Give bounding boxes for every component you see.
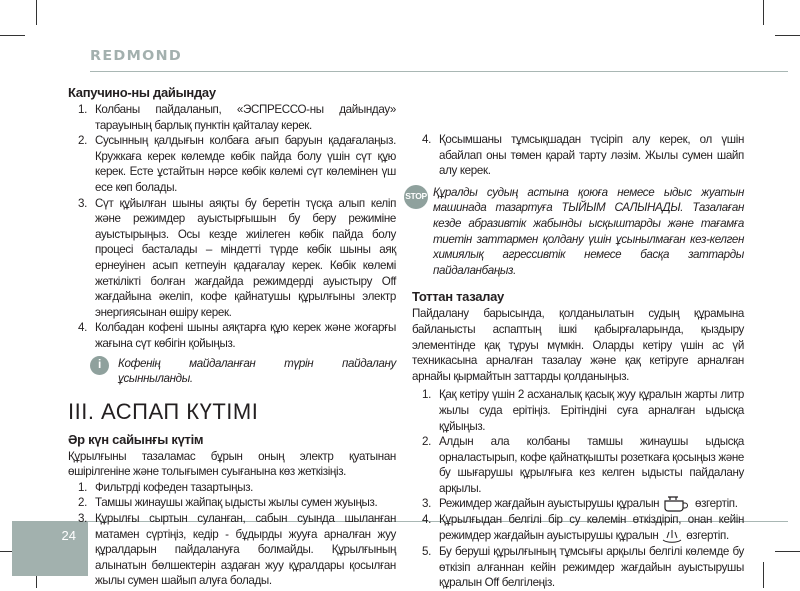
steam-icon [661, 528, 683, 544]
descaling-heading: Тоттан тазалау [412, 289, 504, 305]
left-column [68, 84, 396, 589]
crop-mark [0, 35, 25, 36]
descaling-intro: Пайдалану барысында, қолданылатын судың құрамына байланысты аспаптың ішкі қабырғаларында, қыздыру элементінде қақ тұруы мүмкін. Оларды кетіру үшін ас үй техникасына арналған тазалау және қақ кетіруге арналған арнайы қырмайтын заттарды қолданыңыз. [412, 307, 744, 383]
list-item: 2. Алдын ала колбаны тамшы жинаушы ыдысқа орналастырып, кофе қайнатқышты розеткаға қосыңыз және бу шығарушы құрылғыға кез келген ыдысты пайдалану арқылы. [422, 435, 744, 495]
list-item: 1. Колбаны пайдаланып, «ЭСПРЕССО-ны дайындау» тарауының барлық пунктін қайталау керек. [78, 103, 396, 132]
daily-care-intro: Құрылғыны тазаламас бұрын оның электр қуатынан өшірілгеніне және толығымен суығанына көз жеткізіңіз. [68, 449, 396, 479]
page-number: 24 [61, 528, 76, 543]
list-item: 4. Құрылғыдан белгілі бір су көлемін өткіздіріп, онан кейін режимдер жағдайын ауыстырушы құралын өзгертіп. [422, 513, 744, 543]
list-item: 1. Фильтрді кофеден тазартыңыз. [78, 480, 254, 494]
crop-mark [763, 0, 764, 25]
list-item: 1. Қақ кетіру үшін 2 асханалық қасық жуу құралын жарты литр жылы суда ерітіңіз. Ерітіндіні суға арналған ыдысқа құйыңыз. [422, 388, 744, 433]
crop-mark [763, 562, 764, 588]
info-note: i Кофенің майдаланған түрін пайдалану ұсынныланды. [90, 356, 396, 387]
daily-care-steps-continued [412, 132, 744, 179]
stop-icon: STOP [404, 185, 428, 209]
list-item: 3. Құрылғы сыртын суланған, сабын суында шыланған матамен сүртіңіз, кедір - бұдырды жууға арналған жуу құралдарын пайдалануға болмайды. Құрылғының алынатын бөлшектерін аздаған жуу құралдары қосылған жылы сумен шайып алуға болады. [78, 512, 396, 588]
crop-mark [775, 551, 800, 552]
header-rule [90, 71, 788, 72]
section-title: III. АСПАП КҮТІМІ [68, 398, 259, 424]
list-item: 2. Тамшы жинаушы жайпақ ыдысты жылы сумен жуыңыз. [78, 496, 378, 510]
right-column [405, 132, 744, 591]
descaling-steps [412, 387, 744, 591]
cappuccino-heading: Капучино-ны дайындау [68, 85, 216, 100]
list-item: 5. Бу беруші құрылғының тұмсығы арқылы белгілі көлемде бу өткізіп алғаннан кейін режимдер жағдайын ауыстырушы құралын Off белгілеңіз. [422, 545, 744, 590]
list-item: 3. Сүт құйылған шыны аяқты бу беретін түсқа алып келіп және режимдер ауыстырғышын бу беру режиміне ауыстырыңыз. Осы кезде жиілеген көбік пайда болу процесі басталады – міндетті түрде көбік шыны аяқ ернеуінен асып кетпеуін қадағалау керек. Көбік көлемі жеткілікті болған жағдайда режимдерді ауыстыру Off жағдайына әкеліп, кофе қайнатушы құрылғыны электр энергиясынан өшіру керек. [78, 196, 396, 319]
daily-care-heading: Әр күн сайынғы күтім [68, 431, 204, 447]
list-item: 4. Колбадан кофені шыны аяқтарға құю керек және жоғарғы жағына сүт көбігін қойыңыз. [78, 321, 396, 350]
stop-warning: STOP Құралды судың астына қоюға немесе ыдыс жуатын машинада тазартуға ТЫЙЫМ САЛЫНАДЫ. Тазалаған кезде абразивтік жабынды ысқыштарды және тағамға тиетін заттармен қолдану үшін ұсынылмаған кез-келген химиялық агрессивтік немесе басқа заттарды пайдаланбаңыз. [405, 185, 744, 277]
crop-mark [775, 35, 800, 36]
crop-mark [36, 0, 37, 25]
info-icon: i [90, 356, 109, 375]
list-item: 4. Қосымшаны тұмсықшадан түсіріп алу керек, ол үшін абайлап оны төмен қарай тарту ләзім. Жылы сумен шайп алу керек. [422, 133, 744, 178]
cup-icon [662, 496, 692, 512]
daily-care-steps [68, 480, 396, 589]
brand-logo: REDMOND [90, 49, 183, 64]
list-item: 3. Режимдер жағдайын ауыстырушы құралын өзгертіп. [422, 497, 738, 511]
list-item: 2. Сусынның қалдығын колбаға ағып баруын қадағалаңыз. Кружкаға керек көлемде көбік пайда болу үшін сүт құю керек. Есте ұстайтын нәрсе көбік көлемі сүт көлемінен үш есе көп болады. [78, 134, 396, 194]
cappuccino-steps [68, 102, 396, 352]
